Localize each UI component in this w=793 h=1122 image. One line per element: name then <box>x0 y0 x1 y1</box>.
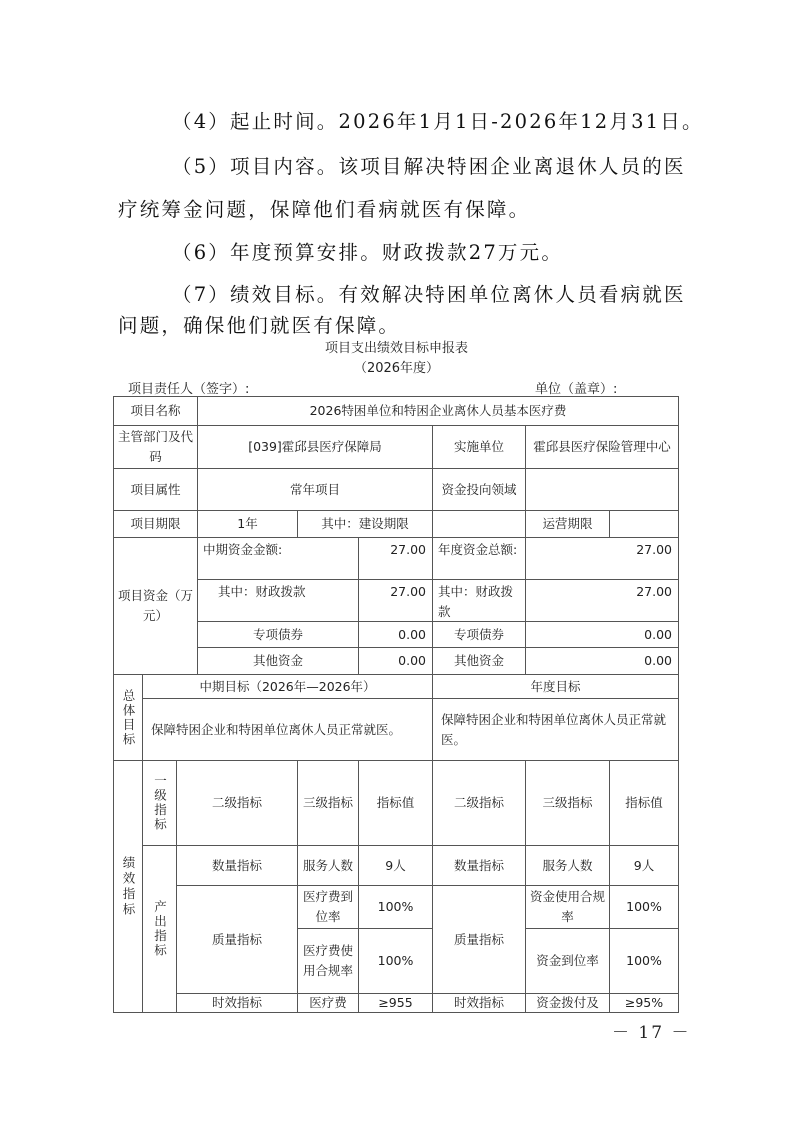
quantity-l3-annual: 服务人数 <box>525 845 610 886</box>
impl-unit-value: 霍邱县医疗保险管理中心 <box>525 425 679 469</box>
invest-area-label: 资金投向领域 <box>432 468 526 511</box>
quality-r1-value: 100% <box>358 885 433 929</box>
quantity-value: 9人 <box>358 845 433 886</box>
invest-area-value <box>525 468 679 511</box>
annual-bond-label: 专项债券 <box>432 621 526 648</box>
timeliness-value: ≥955 <box>358 993 433 1013</box>
paragraph-5-line1: （5）项目内容。该项目解决特困企业离退休人员的医 <box>172 155 686 178</box>
quality-r1-l3: 医疗费到位率 <box>297 885 359 929</box>
paragraph-4: （4）起止时间。2026年1月1日-2026年12月31日。 <box>172 110 704 133</box>
header-level3-annual: 三级指标 <box>525 760 610 846</box>
project-attr-label: 项目属性 <box>113 468 198 511</box>
header-level3: 三级指标 <box>297 760 359 846</box>
quality-r2-value: 100% <box>358 928 433 994</box>
quality-r2-value-annual: 100% <box>609 928 679 994</box>
dept-label: 主管部门及代码 <box>113 425 198 469</box>
ops-period-label: 运营期限 <box>525 510 610 538</box>
quality-label: 质量指标 <box>176 885 298 994</box>
mid-fiscal-value: 27.00 <box>358 579 433 622</box>
mid-total-label: 中期资金金额: <box>197 537 359 580</box>
mid-goal-text: 保障特困企业和特困单位离休人员正常就医。 <box>142 698 433 761</box>
annual-goal-text: 保障特困企业和特困单位离休人员正常就医。 <box>432 698 679 761</box>
impl-unit-label: 实施单位 <box>432 425 526 469</box>
output-indicators-text: 产出指标 <box>152 900 168 958</box>
quantity-label: 数量指标 <box>176 845 298 886</box>
output-indicators-label <box>142 845 177 1013</box>
quality-label-annual: 质量指标 <box>432 885 526 994</box>
responsible-signature-label: 项目责任人（签字）: <box>128 382 250 397</box>
annual-total-value: 27.00 <box>525 537 679 580</box>
project-attr-value: 常年项目 <box>197 468 433 511</box>
period-value: 1年 <box>197 510 298 538</box>
quality-r1-l3-annual: 资金使用合规率 <box>525 885 610 929</box>
dept-value: [039]霍邱县医疗保障局 <box>197 425 433 469</box>
annual-fiscal-label: 其中：财政拨款 <box>432 579 526 622</box>
mid-bond-value: 0.00 <box>358 621 433 648</box>
ops-period-value <box>609 510 679 538</box>
timeliness-label-annual: 时效指标 <box>432 993 526 1013</box>
mid-fiscal-label: 其中：财政拨款 <box>197 579 359 622</box>
table-subtitle: （2026年度） <box>353 361 440 376</box>
mid-bond-label: 专项债券 <box>197 621 359 648</box>
build-period-value <box>432 510 526 538</box>
annual-other-value: 0.00 <box>525 647 679 675</box>
annual-bond-value: 0.00 <box>525 621 679 648</box>
paragraph-6: （6）年度预算安排。财政拨款27万元。 <box>172 241 564 264</box>
project-name-value: 2026特困单位和特困企业离休人员基本医疗费 <box>197 396 679 426</box>
paragraph-7-line1: （7）绩效目标。有效解决特困单位离休人员看病就医 <box>172 283 686 306</box>
header-level1-text: 一级指标 <box>152 774 168 832</box>
quantity-value-annual: 9人 <box>609 845 679 886</box>
timeliness-label: 时效指标 <box>176 993 298 1013</box>
annual-total-label: 年度资金总额: <box>432 537 526 580</box>
funds-label: 项目资金（万元） <box>113 537 198 675</box>
header-level2: 二级指标 <box>176 760 298 846</box>
project-name-label: 项目名称 <box>113 396 198 426</box>
quantity-label-annual: 数量指标 <box>432 845 526 886</box>
performance-indicators-label <box>113 760 143 1013</box>
page-number: － 17 － <box>612 1023 691 1043</box>
annual-other-label: 其他资金 <box>432 647 526 675</box>
quantity-l3: 服务人数 <box>297 845 359 886</box>
mid-total-value: 27.00 <box>358 537 433 580</box>
paragraph-5-line2: 疗统筹金问题，保障他们看病就医有保障。 <box>118 198 531 221</box>
overall-goals-text: 总体目标 <box>121 688 136 747</box>
mid-other-value: 0.00 <box>358 647 433 675</box>
quality-r2-l3-annual: 资金到位率 <box>525 928 610 994</box>
quality-r1-value-annual: 100% <box>609 885 679 929</box>
table-title: 项目支出绩效目标申报表 <box>324 341 468 356</box>
mid-goal-header: 中期目标（2026年—2026年） <box>142 674 433 699</box>
timeliness-value-annual: ≥95% <box>609 993 679 1013</box>
header-level2-annual: 二级指标 <box>432 760 526 846</box>
annual-fiscal-value: 27.00 <box>525 579 679 622</box>
unit-seal-label: 单位（盖章）: <box>535 382 618 397</box>
period-label: 项目期限 <box>113 510 198 538</box>
header-value-annual: 指标值 <box>609 760 679 846</box>
annual-goal-header: 年度目标 <box>432 674 679 699</box>
build-period-label: 其中：建设期限 <box>297 510 433 538</box>
quality-r2-l3: 医疗费使用合规率 <box>297 928 359 994</box>
header-value: 指标值 <box>358 760 433 846</box>
timeliness-l3: 医疗费 <box>297 993 359 1013</box>
timeliness-l3-annual: 资金拨付及 <box>525 993 610 1013</box>
header-level1 <box>142 760 177 846</box>
overall-goals-label <box>113 674 143 761</box>
paragraph-7-line2: 问题，确保他们就医有保障。 <box>118 314 401 337</box>
performance-indicators-text: 绩效指标 <box>121 855 136 918</box>
mid-other-label: 其他资金 <box>197 647 359 675</box>
